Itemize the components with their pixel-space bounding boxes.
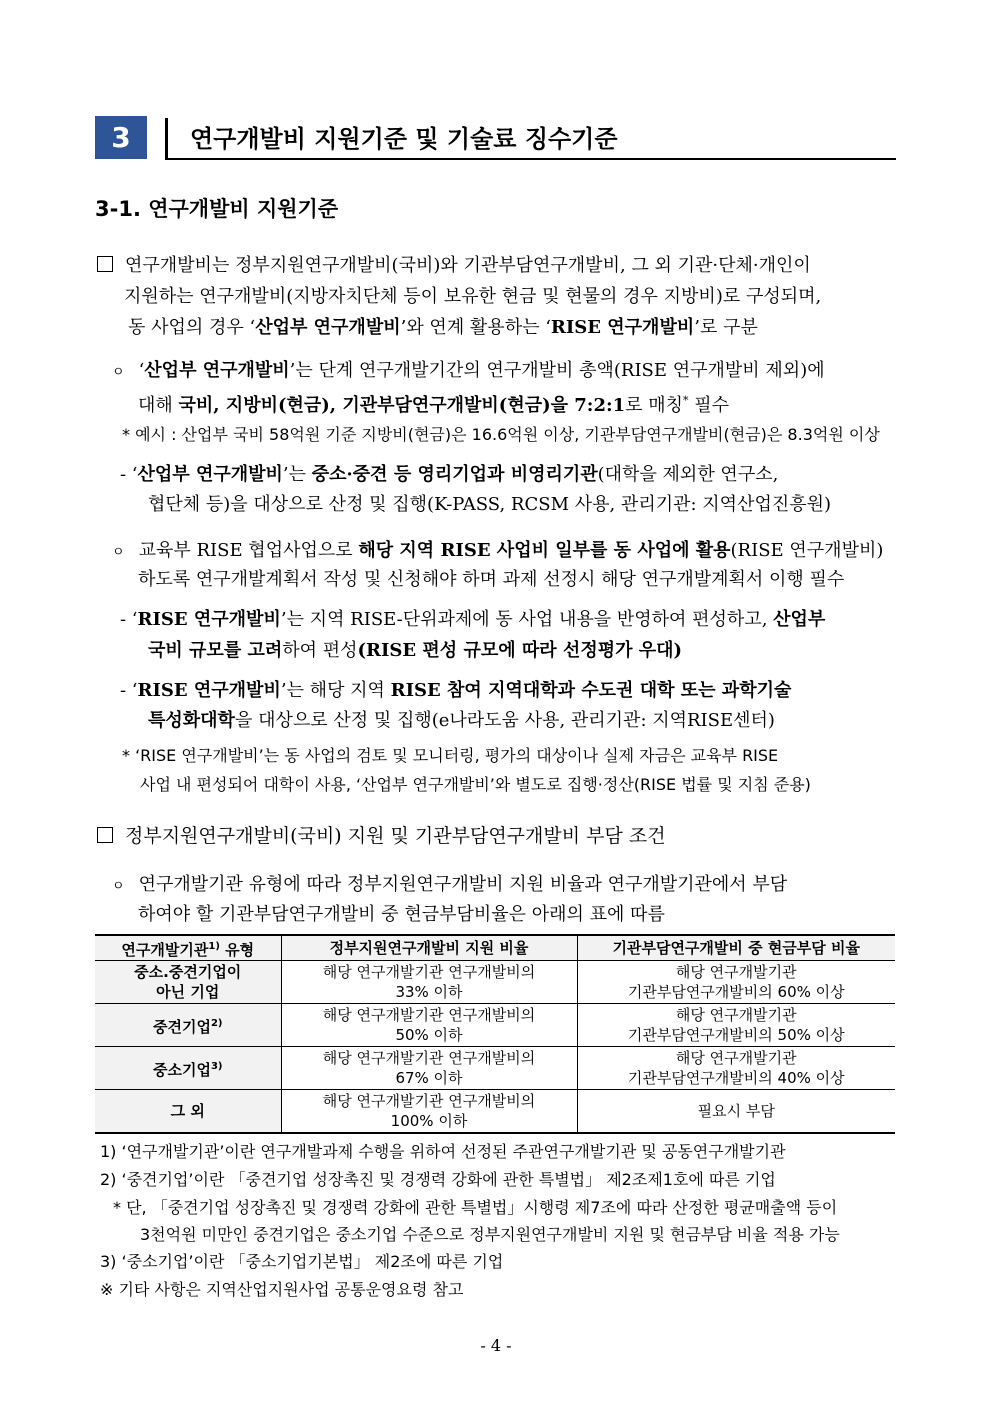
table-row — [95, 1004, 895, 1047]
footnote-2-note-line2: 3천억원 미만인 중견기업은 중소기업 수준으로 정부지원연구개발비 지원 및 현금부담 비율 적용 가능 — [140, 1225, 840, 1244]
o2-dash1-line1: - ‘RISE 연구개발비’는 지역 RISE-단위과제에 동 사업 내용을 반영하여 편성하고, 산업부 — [120, 609, 826, 630]
table-row — [95, 1047, 895, 1090]
section-title-rule — [165, 158, 896, 160]
o2-note-line2: 사업 내 편성되어 대학이 사용, ‘산업부 연구개발비’와 별도로 집행·정산(RISE 법률 및 지침 준용) — [140, 775, 811, 794]
circle-bullet-icon: ㅇ — [112, 879, 125, 894]
header-org-type: 연구개발기관$^{1)}$ 유형 — [95, 935, 281, 961]
row-gov-cell: 해당 연구개발기관 연구개발비의 33% 이하 — [281, 961, 577, 1004]
funding-ratio-table — [95, 934, 895, 1134]
row-gov-cell: 해당 연구개발기관 연구개발비의 100% 이하 — [281, 1090, 577, 1133]
checkbox-bullet-icon — [97, 256, 113, 272]
header-gov-ratio: 정부지원연구개발비 지원 비율 — [281, 935, 577, 961]
row-type-cell: 중견기업$^{2)}$ — [95, 1004, 281, 1047]
row-cash-cell: 해당 연구개발기관 기관부담연구개발비의 60% 이상 — [577, 961, 895, 1004]
footnote-1: 1) ‘연구개발기관’이란 연구개발과제 수행을 위하여 선정된 주관연구개발기관 및 공동연구개발기관 — [100, 1142, 786, 1161]
header-cash-ratio: 기관부담연구개발비 중 현금부담 비율 — [577, 935, 895, 961]
o2-dash1-line2: 국비 규모를 고려하여 편성(RISE 편성 규모에 따라 선정평가 우대) — [148, 640, 683, 661]
o2-dash2-line1: - ‘RISE 연구개발비’는 해당 지역 RISE 참여 지역대학과 수도권 대학 또는 과학기술 — [120, 680, 792, 701]
o1-dash1-line1: - ‘산업부 연구개발비’는 중소·중견 등 영리기업과 비영리기관(대학을 제외한 연구소, — [120, 464, 779, 485]
table-header-row — [95, 935, 895, 961]
table-row — [95, 1090, 895, 1133]
footnote-3: 3) ‘중소기업’이란 「중소기업기본법」 제2조에 따른 기업 — [100, 1252, 504, 1271]
reference-note: ※ 기타 사항은 지역산업지원사업 공통운영요령 참고 — [100, 1280, 464, 1299]
row-gov-cell: 해당 연구개발기관 연구개발비의 50% 이하 — [281, 1004, 577, 1047]
section-title-bar — [165, 118, 168, 160]
para2-o-line2: 하여야 할 기관부담연구개발비 중 현금부담비율은 아래의 표에 따름 — [138, 904, 665, 925]
o1-line1: ㅇ ‘산업부 연구개발비’는 단계 연구개발기간의 연구개발비 총액(RISE 연구개발비 제외)에 — [112, 360, 825, 381]
para1-line3: 동 사업의 경우 ‘산업부 연구개발비’와 연계 활용하는 ‘RISE 연구개발비’로 구분 — [128, 317, 758, 338]
footnote-2: 2) ‘중견기업’이란 「중견기업 성장촉진 및 경쟁력 강화에 관한 특별법」 제2조제1호에 따른 기업 — [100, 1170, 776, 1189]
table-row — [95, 961, 895, 1004]
para1-line2: 지원하는 연구개발비(지방자치단체 등이 보유한 현금 및 현물의 경우 지방비)로 구성되며, — [124, 286, 822, 307]
o1-line2: 대해 국비, 지방비(현금), 기관부담연구개발비(현금)을 7:2:1로 매칭* 필수 — [138, 394, 730, 416]
subsection-title: 3-1. 연구개발비 지원기준 — [95, 197, 339, 221]
para1-line1: 연구개발비는 정부지원연구개발비(국비)와 기관부담연구개발비, 그 외 기관·단체·개인이 — [97, 252, 811, 280]
o1-dash1-line2: 협단체 등)을 대상으로 산정 및 집행(K-PASS, RCSM 사용, 관리기관: 지역산업진흥원) — [148, 494, 832, 515]
o2-line2: 하도록 연구개발계획서 작성 및 신청해야 하며 과제 선정시 해당 연구개발계획서 이행 필수 — [138, 569, 845, 590]
row-cash-cell: 해당 연구개발기관 기관부담연구개발비의 50% 이상 — [577, 1004, 895, 1047]
checkbox-bullet-icon — [97, 827, 113, 843]
section-title: 연구개발비 지원기준 및 기술료 징수기준 — [190, 125, 618, 153]
row-gov-cell: 해당 연구개발기관 연구개발비의 67% 이하 — [281, 1047, 577, 1090]
section-number: 3 — [95, 116, 147, 159]
para2-title: 정부지원연구개발비(국비) 지원 및 기관부담연구개발비 부담 조건 — [97, 822, 666, 850]
circle-bullet-icon: ㅇ — [112, 365, 125, 380]
row-type-cell: 그 외 — [95, 1090, 281, 1133]
circle-bullet-icon: ㅇ — [112, 545, 125, 560]
row-cash-cell: 해당 연구개발기관 기관부담연구개발비의 40% 이상 — [577, 1047, 895, 1090]
row-type-cell: 중소.중견기업이 아닌 기업 — [95, 961, 281, 1004]
page-number: - 4 - — [480, 1336, 512, 1355]
o2-dash2-line2: 특성화대학을 대상으로 산정 및 집행(e나라도움 사용, 관리기관: 지역RISE센터) — [148, 710, 775, 731]
footnote-2-note-line1: * 단, 「중견기업 성장촉진 및 경쟁력 강화에 관한 특별법」시행령 제7조에 따라 산정한 평균매출액 등이 — [113, 1198, 838, 1217]
row-type-cell: 중소기업$^{3)}$ — [95, 1047, 281, 1090]
o1-note: * 예시 : 산업부 국비 58억원 기준 지방비(현금)은 16.6억원 이상, 기관부담연구개발비(현금)은 8.3억원 이상 — [122, 425, 880, 444]
para2-o-line1: ㅇ 연구개발기관 유형에 따라 정부지원연구개발비 지원 비율과 연구개발기관에서 부담 — [112, 874, 788, 895]
row-cash-cell: 필요시 부담 — [577, 1090, 895, 1133]
o2-note-line1: * ‘RISE 연구개발비’는 동 사업의 검토 및 모니터링, 평가의 대상이나 실제 자금은 교육부 RISE — [122, 746, 779, 765]
o2-line1: ㅇ 교육부 RISE 협업사업으로 해당 지역 RISE 사업비 일부를 동 사업에 활용(RISE 연구개발비) — [112, 540, 884, 561]
